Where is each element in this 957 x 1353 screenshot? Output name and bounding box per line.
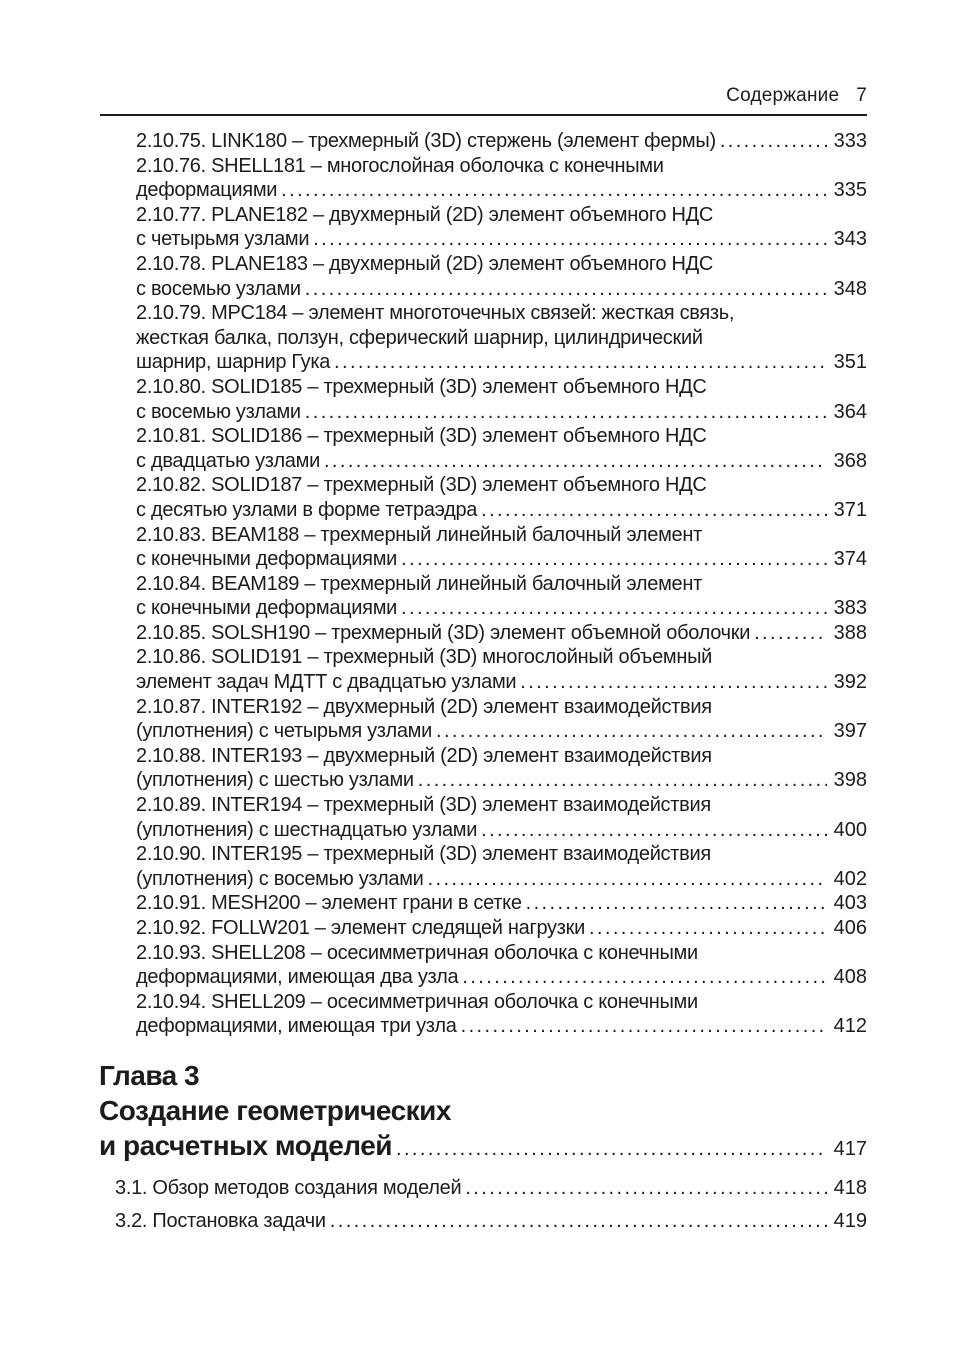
- toc-entry-page: 402: [833, 867, 867, 890]
- dot-leader: [305, 277, 827, 302]
- section-label: 3.1. Обзор методов создания моделей: [115, 1177, 462, 1199]
- toc-entry-line: [136, 670, 867, 695]
- toc-entry-page: 364: [833, 400, 867, 423]
- toc-entry-line: [136, 596, 867, 621]
- toc-entry-page: 388: [833, 621, 867, 644]
- toc-entry-text: 2.10.76. SHELL181 – многослойная оболочка с конечными: [136, 154, 664, 177]
- toc-entry-line: [136, 523, 867, 548]
- toc-entry-text: 2.10.89. INTER194 – трехмерный (3D) элемент взаимодействия: [136, 794, 711, 817]
- toc-entry-line: [136, 793, 867, 818]
- toc-entry-line: [136, 498, 867, 523]
- chapter-page-number: 417: [833, 1138, 867, 1160]
- toc-entry-page: 374: [833, 548, 867, 571]
- toc-entry-page: 348: [833, 277, 867, 300]
- toc-entry-line: [136, 252, 867, 277]
- toc-entry-text: 2.10.85. SOLSH190 – трехмерный (3D) элемент объемной оболочки: [136, 621, 751, 644]
- toc-entry-text: 2.10.84. BEAM189 – трехмерный линейный балочный элемент: [136, 572, 702, 595]
- toc-entry-line: [136, 621, 867, 646]
- toc-entry-line: [136, 941, 867, 966]
- toc-entry-line: [136, 695, 867, 720]
- toc-entry-text: с десятью узлами в форме тетраэдра: [136, 498, 478, 521]
- dot-leader: [401, 547, 827, 572]
- section-label: 3.2. Постановка задачи: [115, 1210, 326, 1232]
- toc-entry-text: 2.10.77. PLANE182 – двухмерный (2D) элемент объемного НДС: [136, 203, 713, 226]
- dot-leader: [462, 965, 827, 990]
- toc-entry-text: с восемью узлами: [136, 277, 301, 300]
- toc-entry-line: [136, 129, 867, 154]
- toc-entry-text: с двадцатью узлами: [136, 449, 320, 472]
- dot-leader: [520, 670, 827, 695]
- dot-leader: [324, 449, 827, 474]
- section-page-number: 419: [833, 1210, 867, 1232]
- toc-entry-text: (уплотнения) с четырьмя узлами: [136, 720, 432, 743]
- toc-entry-line: [136, 1014, 867, 1039]
- dot-leader: [461, 1014, 827, 1039]
- toc-entry-text: жесткая балка, ползун, сферический шарнир, цилиндрический: [136, 326, 703, 349]
- toc-entry-text: 2.10.94. SHELL209 – осесимметричная оболочка с конечными: [136, 990, 698, 1013]
- section-entry: [115, 1205, 867, 1238]
- section-entry: [115, 1172, 867, 1205]
- running-head-title: Содержание: [726, 85, 840, 106]
- toc-entry-line: [136, 842, 867, 867]
- toc-entry-text: (уплотнения) с шестью узлами: [136, 769, 414, 792]
- toc-entry-line: [136, 473, 867, 498]
- dot-leader: [526, 891, 827, 916]
- toc-entry-page: 368: [833, 449, 867, 472]
- chapter-label: Глава 3: [99, 1060, 200, 1091]
- toc-entry-text: деформациями, имеющая три узла: [136, 1015, 457, 1038]
- toc-entry-line: [136, 572, 867, 597]
- toc-entry-line: [136, 965, 867, 990]
- toc-entry-text: 2.10.90. INTER195 – трехмерный (3D) элемент взаимодействия: [136, 843, 711, 866]
- toc-entry-page: 333: [833, 130, 867, 152]
- toc-entry-line: [136, 645, 867, 670]
- toc-entry-line: [136, 178, 867, 203]
- dot-leader: [589, 916, 827, 941]
- toc-entry-page: 371: [833, 498, 867, 521]
- toc-entry-text: 2.10.92. FOLLW201 – элемент следящей нагрузки: [136, 917, 585, 939]
- dot-leader: [334, 350, 827, 375]
- dot-leader: [330, 1205, 827, 1238]
- toc-entry-page: 403: [833, 892, 867, 915]
- toc-entry-text: 2.10.93. SHELL208 – осесимметричная оболочка с конечными: [136, 941, 698, 964]
- toc-entry-line: [136, 719, 867, 744]
- toc-entry-line: [136, 375, 867, 400]
- toc-entry-line: [136, 916, 867, 941]
- toc-entry-page: 412: [833, 1015, 867, 1038]
- toc-entry-text: 2.10.79. MPC184 – элемент многоточечных связей: жесткая связь,: [136, 302, 735, 325]
- dot-leader: [396, 1128, 827, 1167]
- toc-entry-line: [136, 203, 867, 228]
- toc-entry-text: 2.10.83. BEAM188 – трехмерный линейный балочный элемент: [136, 523, 702, 546]
- toc-entry-line: [136, 277, 867, 302]
- toc-entry-text: 2.10.88. INTER193 – двухмерный (2D) элемент взаимодействия: [136, 744, 712, 767]
- toc-entry-line: [136, 990, 867, 1015]
- toc-entry-text: элемент задач МДТТ с двадцатью узлами: [136, 671, 517, 694]
- section-page-number: 418: [833, 1177, 867, 1199]
- header-rule: [100, 114, 867, 116]
- dot-leader: [305, 400, 827, 425]
- toc-entry-line: [136, 424, 867, 449]
- toc-entry-line: [136, 547, 867, 572]
- toc-entry-line: [136, 867, 867, 892]
- toc-entry-line: [136, 744, 867, 769]
- section-list: [115, 1172, 867, 1238]
- toc-entry-text: 2.10.80. SOLID185 – трехмерный (3D) элемент объемного НДС: [136, 375, 707, 398]
- toc-entry-text: с конечными деформациями: [136, 597, 398, 620]
- dot-leader: [465, 1172, 827, 1205]
- toc-entry-page: 400: [833, 818, 867, 841]
- dot-leader: [418, 768, 827, 793]
- toc-entry-text: (уплотнения) с восемью узлами: [136, 867, 424, 890]
- toc-entry-text: с четырьмя узлами: [136, 228, 310, 251]
- toc-entry-line: [136, 891, 867, 916]
- toc-entry-line: [136, 768, 867, 793]
- toc-entry-text: 2.10.91. MESH200 – элемент грани в сетке: [136, 892, 522, 915]
- toc-entry-line: [136, 400, 867, 425]
- toc-entry-text: деформациями: [136, 179, 278, 202]
- chapter-title-line-1: Создание геометрических: [99, 1095, 451, 1126]
- toc-entry-line: [136, 449, 867, 474]
- chapter-title-text: и расчетных моделей: [99, 1130, 392, 1161]
- toc-entry-text: с конечными деформациями: [136, 548, 398, 571]
- toc-entry-line: [136, 818, 867, 843]
- toc-entry-line: [136, 227, 867, 252]
- toc-entry-line: [136, 154, 867, 179]
- dot-leader: [754, 621, 827, 646]
- dot-leader: [313, 227, 827, 252]
- toc-entry-page: 343: [833, 228, 867, 251]
- dot-leader: [281, 178, 827, 203]
- toc-entry-text: 2.10.87. INTER192 – двухмерный (2D) элемент взаимодействия: [136, 695, 712, 718]
- toc-entry-text: 2.10.75. LINK180 – трехмерный (3D) стержень (элемент фермы): [136, 130, 716, 152]
- toc-entry-text: с восемью узлами: [136, 400, 301, 423]
- toc-entry-text: (уплотнения) с шестнадцатью узлами: [136, 818, 478, 841]
- toc-entry-page: 383: [833, 597, 867, 620]
- toc-entry-text: 2.10.78. PLANE183 – двухмерный (2D) элемент объемного НДС: [136, 252, 713, 275]
- chapter-title-line-2: [99, 1128, 867, 1163]
- toc-entry-text: 2.10.81. SOLID186 – трехмерный (3D) элемент объемного НДС: [136, 425, 707, 448]
- dot-leader: [436, 719, 827, 744]
- toc-entry-line: [136, 350, 867, 375]
- dot-leader: [720, 129, 827, 154]
- toc-list: [136, 129, 867, 1039]
- toc-entry-text: 2.10.82. SOLID187 – трехмерный (3D) элемент объемного НДС: [136, 474, 707, 497]
- toc-entry-page: 398: [833, 769, 867, 792]
- dot-leader: [481, 498, 827, 523]
- toc-entry-line: [136, 301, 867, 326]
- toc-entry-page: 392: [833, 671, 867, 694]
- toc-entry-page: 335: [833, 179, 867, 202]
- dot-leader: [481, 818, 827, 843]
- dot-leader: [401, 596, 827, 621]
- toc-entry-text: шарнир, шарнир Гука: [136, 351, 331, 374]
- toc-entry-page: 408: [833, 966, 867, 989]
- dot-leader: [428, 867, 827, 892]
- toc-entry-text: 2.10.86. SOLID191 – трехмерный (3D) многослойный объемный: [136, 646, 713, 669]
- toc-entry-text: деформациями, имеющая два узла: [136, 966, 459, 989]
- chapter-heading: [99, 1058, 867, 1163]
- toc-entry-line: [136, 326, 867, 351]
- toc-entry-page: 351: [833, 351, 867, 374]
- page-header: [100, 84, 867, 108]
- page-number: 7: [856, 85, 867, 106]
- toc-entry-page: 397: [833, 720, 867, 743]
- toc-entry-page: 406: [833, 917, 867, 939]
